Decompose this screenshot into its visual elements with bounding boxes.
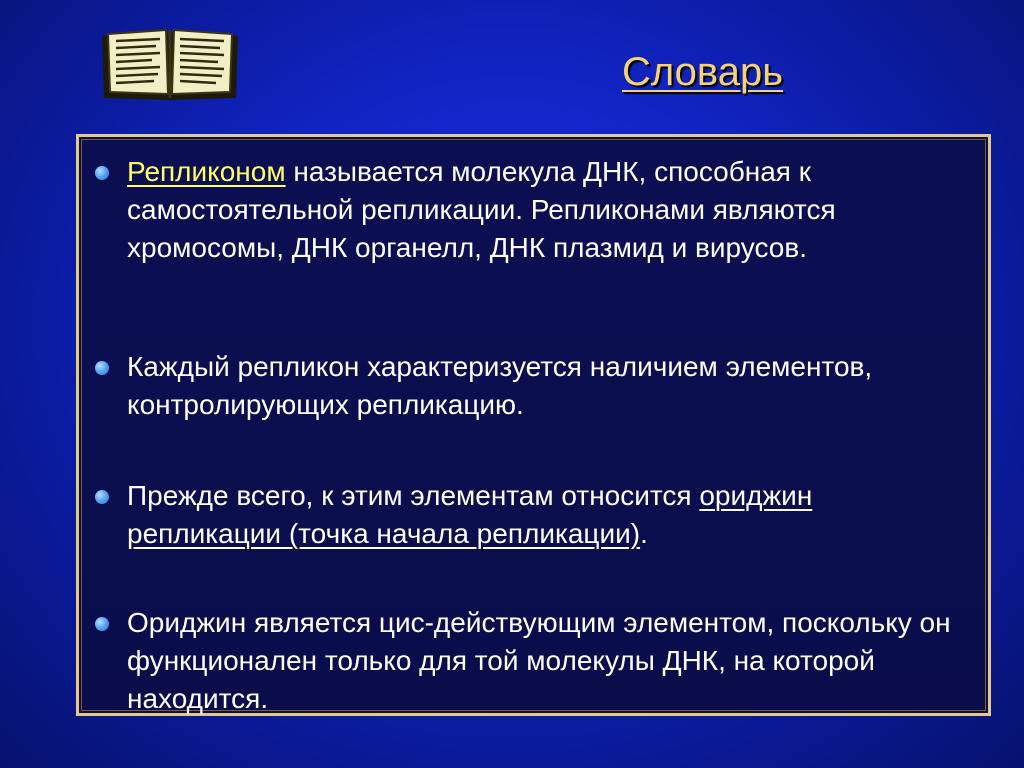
slide-title-link[interactable]: Словарь <box>622 50 784 94</box>
bullet-body-text: . <box>640 518 648 549</box>
bullet-text <box>127 153 970 267</box>
term-link-origin[interactable]: ориджин репликации (точка начала репликации) <box>127 480 813 549</box>
open-book-icon <box>100 26 240 102</box>
term-link-replicon[interactable]: Репликоном <box>127 156 286 187</box>
bullet-text: Каждый репликон характеризуется наличием элементов, контролирующих репликацию. <box>127 351 873 420</box>
content-box <box>76 134 991 716</box>
bullet-body-text: Прежде всего, к этим элементам относится <box>127 480 700 511</box>
bullet-icon <box>95 361 109 375</box>
bullet-icon <box>95 490 109 504</box>
bullet-icon <box>95 617 109 631</box>
bullet-icon <box>95 166 109 180</box>
bullet-text <box>127 477 970 553</box>
bullet-text: Ориджин является цис-действующим элементом, поскольку он функционален только для той молекулы ДНК, на которой находится. <box>127 607 951 714</box>
bullet-body-text: называется молекула ДНК, способная к самостоятельной репликации. Репликонами являются хромосомы, ДНК органелл, ДНК плазмид и вирусов. <box>127 156 836 263</box>
